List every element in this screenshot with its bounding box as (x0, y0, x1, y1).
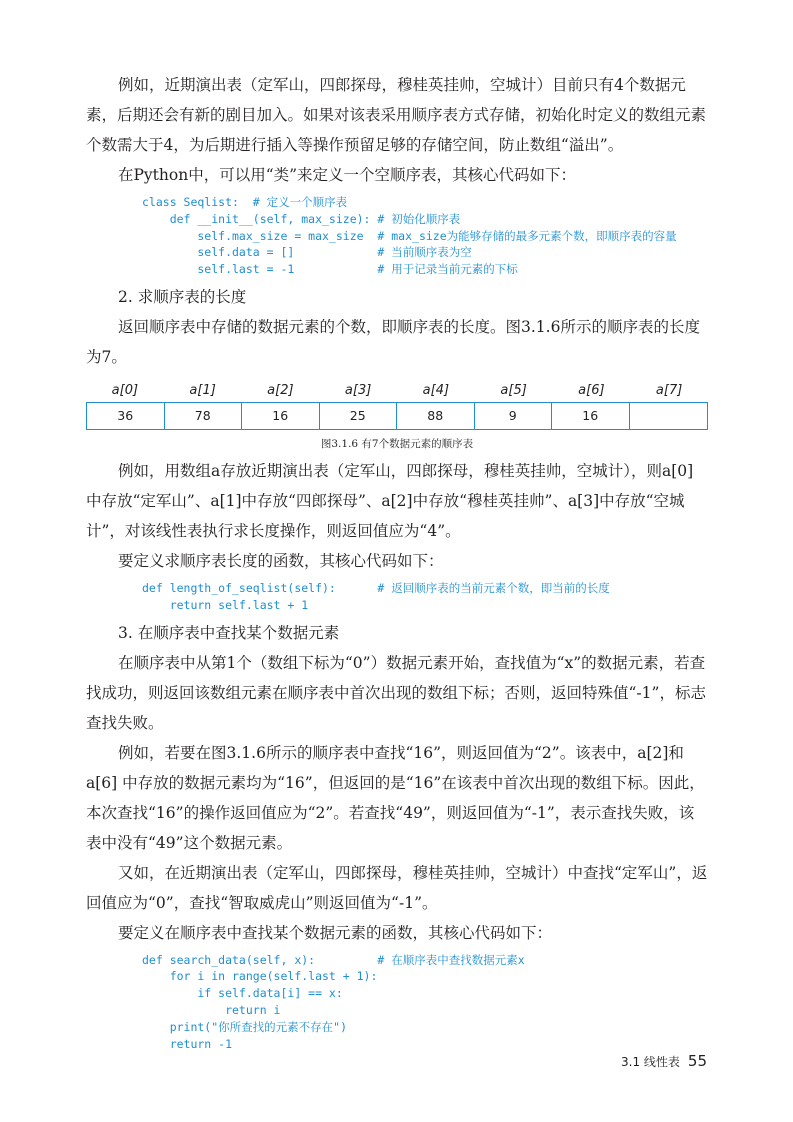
paragraph: 在顺序表中从第1个（数组下标为“0”）数据元素开始，查找值为“x”的数据元素，若查找成功，则返回该数组元素在顺序表中首次出现的数组下标；否则，返回特殊值“-1”，标志查找失败。 (86, 653, 706, 732)
value-cell: 36 (87, 403, 165, 429)
index-cell: a[5] (500, 382, 527, 398)
value-cell: 88 (397, 403, 475, 429)
value-cell: 9 (475, 403, 553, 429)
paragraph: 又如，在近期演出表（定军山，四郎探母，穆桂英挂帅，空城计）中查找“定军山”，返回值应为“0”，查找“智取威虎山”则返回值为“-1”。 (86, 863, 708, 912)
code-block-search: def search_data(self, x): # 在顺序表中查找数据元素x for i in range(self.last + 1): if self.data[i] == x: return i print("你所查找的元素不存在") return -1 (142, 952, 525, 1051)
page-content (86, 70, 708, 1056)
value-cell: 78 (165, 403, 243, 429)
value-cell: 16 (552, 403, 630, 429)
index-cell: a[0] (111, 382, 139, 398)
figure-seqlist-table (86, 380, 708, 452)
value-row (86, 402, 708, 430)
page-number: 55 (687, 1052, 707, 1070)
figure-caption: 图3.1.6 有7个数据元素的顺序表 (320, 437, 474, 450)
paragraph: 返回顺序表中存储的数据元素的个数，即顺序表的长度。图3.1.6所示的顺序表的长度为7。 (86, 317, 700, 366)
index-cell: a[2] (267, 382, 294, 398)
index-cell: a[4] (422, 382, 450, 398)
paragraph: 例如，若要在图3.1.6所示的顺序表中查找“16”，则返回值为“2”。该表中，a[2]和a[6] 中存放的数据元素均为“16”，但返回的是“16”在该表中首次出现的数组下标。因此，本次查找“16”的操作返回值应为“2”。若查找“49”，则返回值为“-1”，表示查找失败，该表中没有“49”这个数据元素。 (86, 743, 705, 852)
index-cell: a[1] (189, 382, 216, 398)
paragraph: 要定义在顺序表中查找某个数据元素的函数，其核心代码如下： (118, 923, 553, 942)
value-cell: 25 (320, 403, 398, 429)
index-cell: a[3] (344, 382, 372, 398)
code-block-length: def length_of_seqlist(self): # 返回顺序表的当前元素个数，即当前的长度 return self.last + 1 (142, 580, 610, 612)
footer-section: 3.1 线性表 (621, 1055, 680, 1069)
index-row (86, 380, 708, 402)
paragraph: 例如，近期演出表（定军山，四郎探母，穆桂英挂帅，空城计）目前只有4个数据元素，后期还会有新的剧目加入。如果对该表采用顺序表方式存储，初始化时定义的数组元素个数需大于4，为后期进行插入等操作预留足够的存储空间，防止数组“溢出”。 (86, 76, 707, 154)
value-cell (630, 403, 708, 429)
index-cell: a[7] (655, 382, 683, 398)
section-heading: 3. 在顺序表中查找某个数据元素 (118, 623, 340, 642)
paragraph: 例如，用数组a存放近期演出表（定军山，四郎探母，穆桂英挂帅，空城计），则a[0]中存放“定军山”、a[1]中存放“四郎探母”、a[2]中存放“穆桂英挂帅”、a[3]中存放“空城计”，对该线性表执行求长度操作，则返回值应为“4”。 (86, 461, 694, 540)
page-footer (621, 1052, 707, 1070)
value-cell: 16 (242, 403, 320, 429)
code-block-seqlist: class Seqlist: # 定义一个顺序表 def __init__(self, max_size): # 初始化顺序表 self.max_size = max_size # max_size为能够存储的最多元素个数，即顺序表的容量 self.data = [] # 当前顺序表为空 self.last = -1 # 用于记录当前元素的下标 (142, 195, 677, 277)
section-heading: 2. 求顺序表的长度 (118, 287, 247, 306)
paragraph: 要定义求顺序表长度的函数，其核心代码如下： (118, 551, 444, 570)
paragraph: 在Python中，可以用“类”来定义一个空顺序表，其核心代码如下： (118, 166, 577, 184)
index-cell: a[6] (578, 382, 605, 398)
